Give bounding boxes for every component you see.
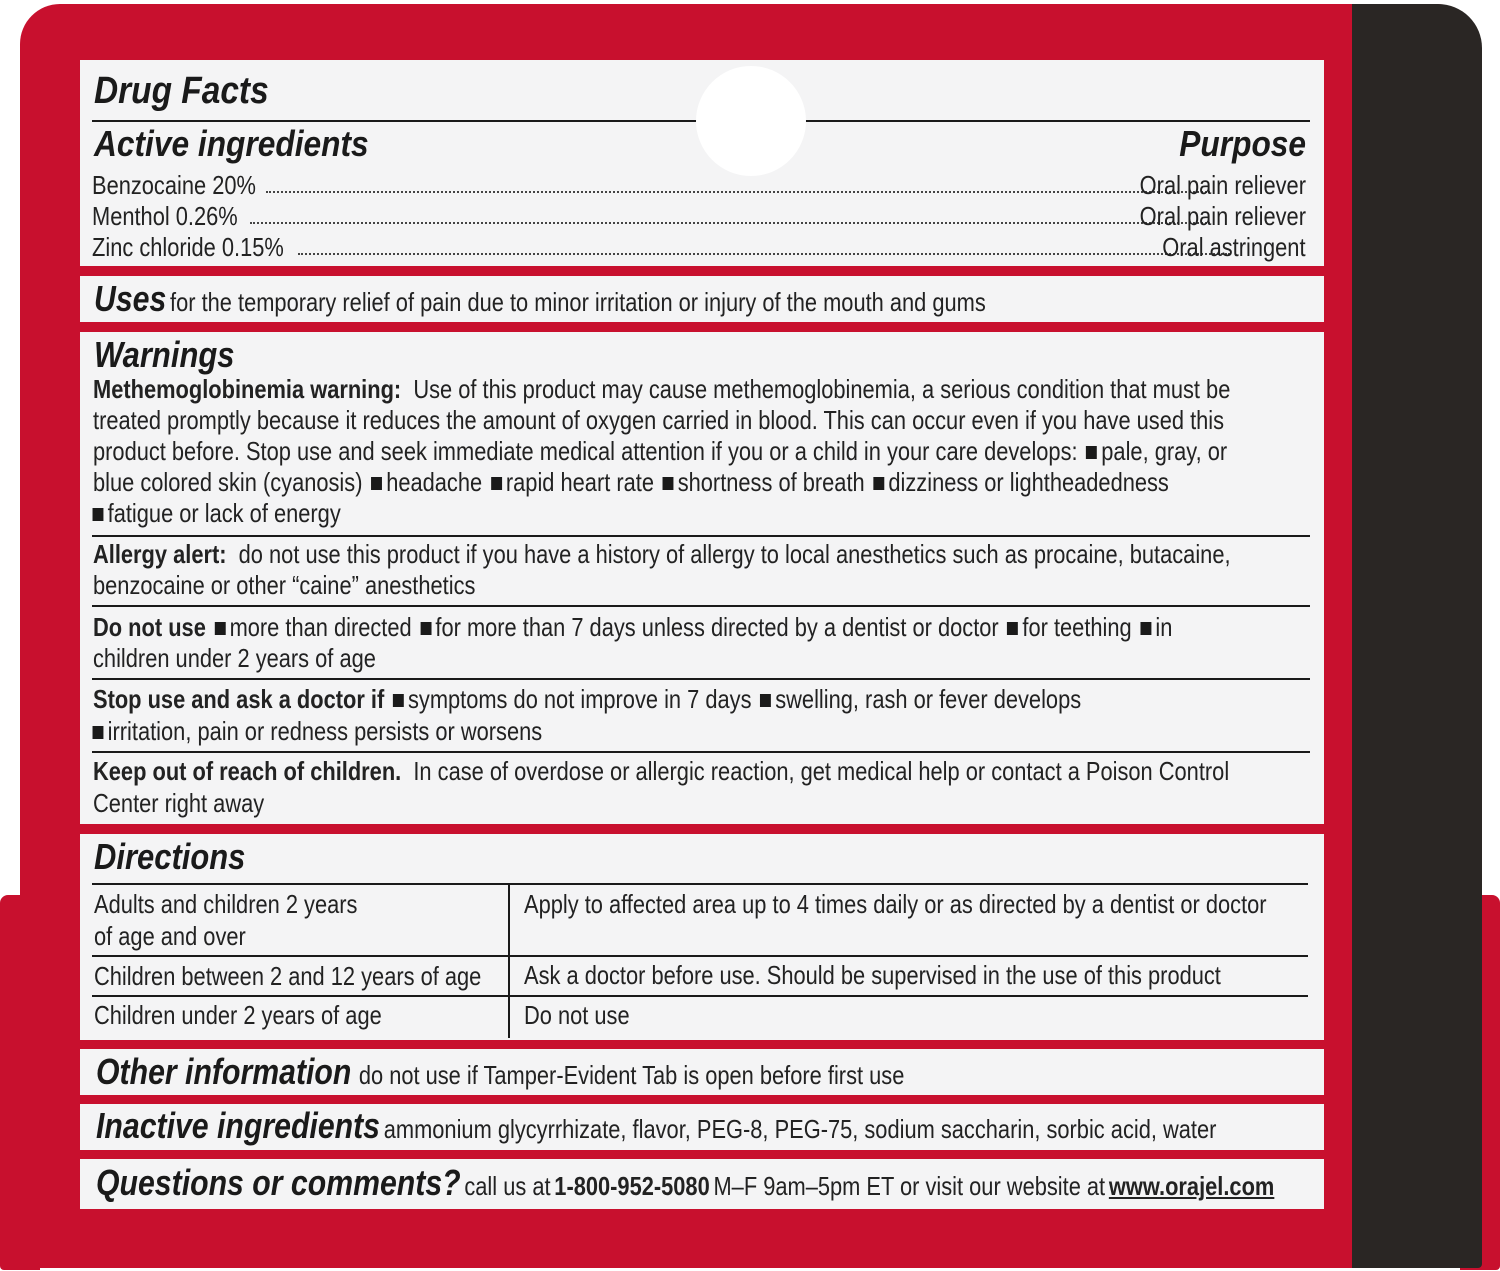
methemo-line-5: [90, 498, 341, 529]
do-not-use-item: for teething: [1022, 612, 1132, 642]
stop-use-line-2: [90, 716, 542, 747]
questions-pre: call us at: [464, 1171, 551, 1201]
inactive-ingredients-panel: [80, 1104, 1324, 1150]
directions-who: Children under 2 years of age: [94, 1000, 382, 1030]
stop-use-item: symptoms do not improve in 7 days: [407, 684, 752, 714]
ingredient-purpose: Oral pain reliever: [1139, 201, 1306, 231]
keep-out-line-1: [93, 756, 1229, 787]
questions-line: [96, 1162, 1274, 1204]
methemo-line-4: [93, 467, 1169, 498]
do-not-use-item: more than directed: [229, 612, 412, 642]
ingredient-name: Zinc chloride 0.15%: [92, 232, 284, 262]
ingredient-purpose: Oral astringent: [1162, 232, 1306, 262]
do-not-use-item: in: [1155, 612, 1173, 642]
do-not-use-line-2: children under 2 years of age: [93, 643, 376, 673]
other-information-text: do not use if Tamper-Evident Tab is open before first use: [358, 1060, 905, 1090]
symptom-item: rapid heart rate: [505, 467, 654, 497]
allergy-line-2: benzocaine or other “caine” anesthetics: [93, 570, 476, 600]
bullet-square: [491, 477, 502, 490]
bullet-square: [420, 622, 431, 635]
questions-mid: M–F 9am–5pm ET or visit our website at: [713, 1171, 1106, 1201]
inactive-ingredients-text: ammonium glycyrrhizate, flavor, PEG-8, PEG-75, sodium saccharin, sorbic acid, water: [383, 1114, 1217, 1144]
directions-who: Children between 2 and 12 years of age: [94, 961, 482, 991]
directions-row-divider: [92, 955, 1308, 957]
uses-line: [94, 278, 986, 320]
other-information-panel: [80, 1049, 1324, 1095]
bullet-square: [393, 694, 404, 707]
questions-panel: [80, 1159, 1324, 1209]
purpose-header: Purpose: [1179, 123, 1306, 164]
directions-who-cont: of age and over: [94, 921, 246, 951]
stop-use-item: swelling, rash or fever develops: [775, 684, 1082, 714]
warnings-panel: [80, 332, 1324, 824]
bullet-square: [93, 508, 104, 521]
allergy-text: do not use this product if you have a history of allergy to local anesthetics such as procaine, butacaine,: [238, 539, 1231, 569]
do-not-use-label: Do not use: [93, 612, 206, 642]
directions-how: Do not use: [524, 1000, 630, 1030]
keep-out-text: In case of overdose or allergic reaction, get medical help or contact a Poison Control: [413, 756, 1230, 786]
ingredient-name: Benzocaine 20%: [92, 170, 256, 200]
stop-use-item: irritation, pain or redness persists or worsens: [107, 716, 543, 746]
bullet-square: [93, 726, 104, 739]
symptom-item: headache: [386, 467, 483, 497]
uses-panel: [80, 276, 1324, 322]
warning-divider: [92, 751, 1310, 753]
methemo-line-2: treated promptly because it reduces the amount of oxygen carried in blood. This can occur even if you have used this: [93, 405, 1225, 435]
warning-divider: [92, 678, 1310, 680]
leader-dots: [298, 253, 1230, 255]
inactive-ingredients-header: Inactive ingredients: [96, 1105, 381, 1146]
questions-header: Questions or comments?: [96, 1162, 461, 1203]
keep-out-label: Keep out of reach of children.: [93, 756, 402, 786]
allergy-label: Allergy alert:: [93, 539, 227, 569]
directions-row-divider: [92, 995, 1308, 997]
do-not-use-line-1: [93, 612, 1172, 643]
bullet-square: [1086, 446, 1097, 459]
drug-facts-title: Drug Facts: [94, 70, 269, 112]
directions-who: Adults and children 2 years: [94, 889, 358, 919]
uses-header: Uses: [94, 278, 167, 319]
leader-dots: [250, 222, 1210, 224]
bullet-square: [371, 477, 382, 490]
stop-use-line-1: [93, 684, 1081, 715]
directions-header: Directions: [94, 836, 246, 877]
questions-phone: 1-800-952-5080: [554, 1171, 710, 1201]
warnings-header: Warnings: [94, 334, 235, 375]
ingredient-name: Menthol 0.26%: [92, 201, 238, 231]
symptom-item: blue colored skin (cyanosis): [93, 467, 363, 497]
methemo-text: product before. Stop use and seek immediate medical attention if you or a child in your care develops:: [93, 436, 1078, 466]
stop-use-label: Stop use and ask a doctor if: [93, 684, 385, 714]
symptom-item: shortness of breath: [677, 467, 865, 497]
ingredient-purpose: Oral pain reliever: [1139, 170, 1306, 200]
methemo-text: Use of this product may cause methemoglobinemia, a serious condition that must be: [413, 374, 1231, 404]
symptom-item: fatigue or lack of energy: [107, 498, 341, 528]
methemo-line-3: [93, 436, 1227, 467]
warning-divider: [92, 605, 1310, 607]
active-ingredients-panel: [80, 60, 1324, 266]
directions-table-top: [92, 883, 1308, 885]
symptom-item: dizziness or lightheadedness: [888, 467, 1169, 497]
bullet-square: [1007, 622, 1018, 635]
bullet-square: [663, 477, 674, 490]
package-dark-side-band: [1352, 4, 1482, 1268]
other-information-header: Other information: [96, 1051, 352, 1092]
package-left-flap: [0, 895, 40, 1270]
do-not-use-item: for more than 7 days unless directed by a dentist or doctor: [435, 612, 999, 642]
symptom-item: pale, gray, or: [1101, 436, 1228, 466]
directions-panel: [80, 834, 1324, 1040]
active-ingredients-header: Active ingredients: [94, 123, 369, 164]
keep-out-line-2: Center right away: [93, 788, 265, 818]
other-information-line: [96, 1051, 904, 1093]
methemo-line-1: [93, 374, 1230, 405]
leader-dots: [266, 191, 1210, 193]
bullet-square: [873, 477, 884, 490]
uses-text: for the temporary relief of pain due to minor irritation or injury of the mouth and gums: [170, 287, 986, 317]
website-link[interactable]: www.orajel.com: [1108, 1171, 1275, 1201]
bullet-square: [214, 622, 225, 635]
hang-hole: [696, 66, 806, 176]
bullet-square: [760, 694, 771, 707]
inactive-ingredients-line: [96, 1105, 1216, 1147]
directions-column-divider: [508, 883, 510, 1038]
bullet-square: [1140, 622, 1151, 635]
allergy-line-1: [93, 539, 1231, 570]
methemo-label: Methemoglobinemia warning:: [93, 374, 402, 404]
directions-how: Apply to affected area up to 4 times daily or as directed by a dentist or doctor: [524, 889, 1267, 919]
warning-divider: [92, 535, 1310, 537]
directions-how: Ask a doctor before use. Should be supervised in the use of this product: [524, 960, 1221, 990]
